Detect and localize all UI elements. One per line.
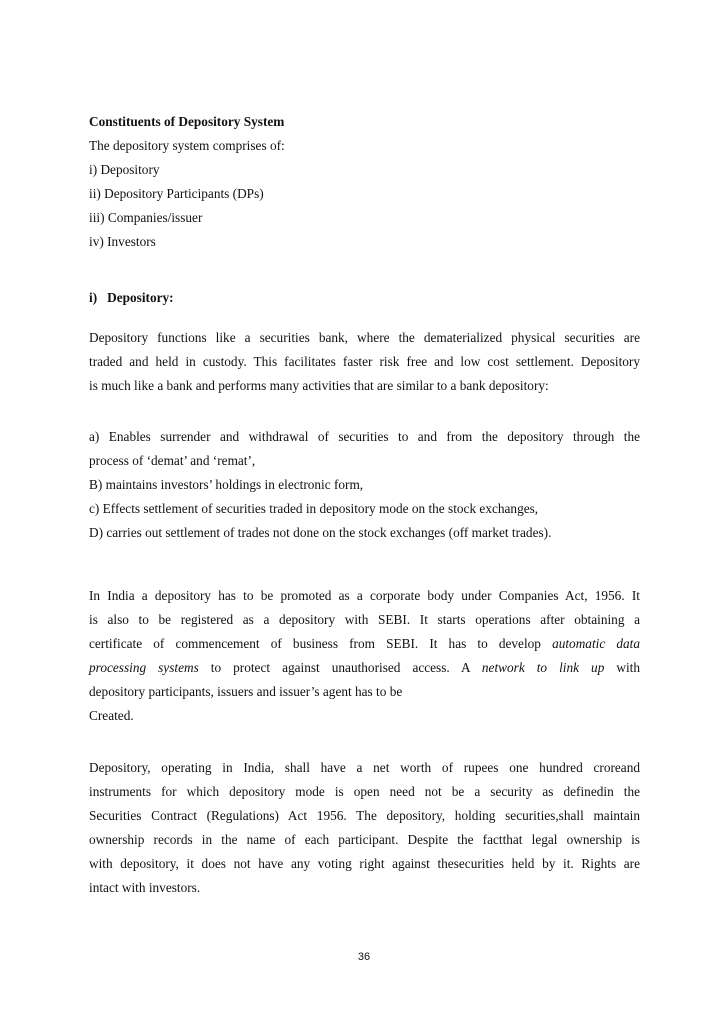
intro-text: The depository system comprises of: <box>89 138 285 153</box>
text-run: to protect against unauthorised access. A <box>198 660 482 675</box>
text-run: certificate of commencement of business from SEBI. It has to develop <box>89 636 553 651</box>
paragraph-line: is much like a bank and performs many activities that are similar to a bank depository: <box>89 378 549 393</box>
emphasis-text: processing systems <box>89 660 199 675</box>
section-heading: Constituents of Depository System <box>89 114 285 129</box>
paragraph-line: is also to be registered as a depository with SEBI. It starts operations after obtaining a <box>89 612 640 627</box>
activity-line: B) maintains investors’ holdings in electronic form, <box>89 477 364 492</box>
activity-line: a) Enables surrender and withdrawal of securities to and from the depository through the <box>89 429 640 444</box>
paragraph-line: intact with investors. <box>89 880 201 895</box>
paragraph-line: Depository functions like a securities bank, where the dematerialized physical securities are <box>89 330 640 345</box>
paragraph-4 <box>89 756 640 900</box>
text-run: with <box>604 660 641 675</box>
paragraph-line: In India a depository has to be promoted as a corporate body under Companies Act, 1956. It <box>89 588 640 603</box>
paragraph-line: Depository, operating in India, shall have a net worth of rupees one hundred croreand <box>89 760 640 775</box>
paragraph-line <box>89 632 640 656</box>
activity-line: process of ‘demat’ and ‘remat’, <box>89 453 256 468</box>
list-item: ii) Depository Participants (DPs) <box>89 186 264 201</box>
paragraph-line: traded and held in custody. This facilitates faster risk free and low cost settlement. Depository <box>89 354 640 369</box>
list-item: iv) Investors <box>89 234 156 249</box>
paragraph-line <box>89 656 640 680</box>
activity-line: c) Effects settlement of securities traded in depository mode on the stock exchanges, <box>89 501 539 516</box>
page-number: 36 <box>357 951 371 963</box>
subsection-heading-block <box>89 286 640 310</box>
intro-block <box>89 110 640 254</box>
paragraph-3 <box>89 584 640 728</box>
paragraph-line: instruments for which depository mode is open need not be a security as definedin the <box>89 784 640 799</box>
list-item: i) Depository <box>89 162 160 177</box>
paragraph-1 <box>89 326 640 398</box>
paragraph-line: with depository, it does not have any voting right against thesecurities held by it. Rights are <box>89 856 640 871</box>
emphasis-text: automatic data <box>552 636 640 651</box>
paragraph-line: ownership records in the name of each participant. Despite the factthat legal ownership is <box>89 832 640 847</box>
paragraph-line: Securities Contract (Regulations) Act 1956. The depository, holding securities,shall maintain <box>89 808 640 823</box>
emphasis-text: network to link up <box>481 660 605 675</box>
paragraph-line: Created. <box>89 708 134 723</box>
subsection-title: i) Depository: <box>89 290 174 305</box>
list-item: iii) Companies/issuer <box>89 210 203 225</box>
activities-list <box>89 425 640 545</box>
activity-line: D) carries out settlement of trades not done on the stock exchanges (off market trades). <box>89 525 552 540</box>
paragraph-line: depository participants, issuers and issuer’s agent has to be <box>89 684 403 699</box>
